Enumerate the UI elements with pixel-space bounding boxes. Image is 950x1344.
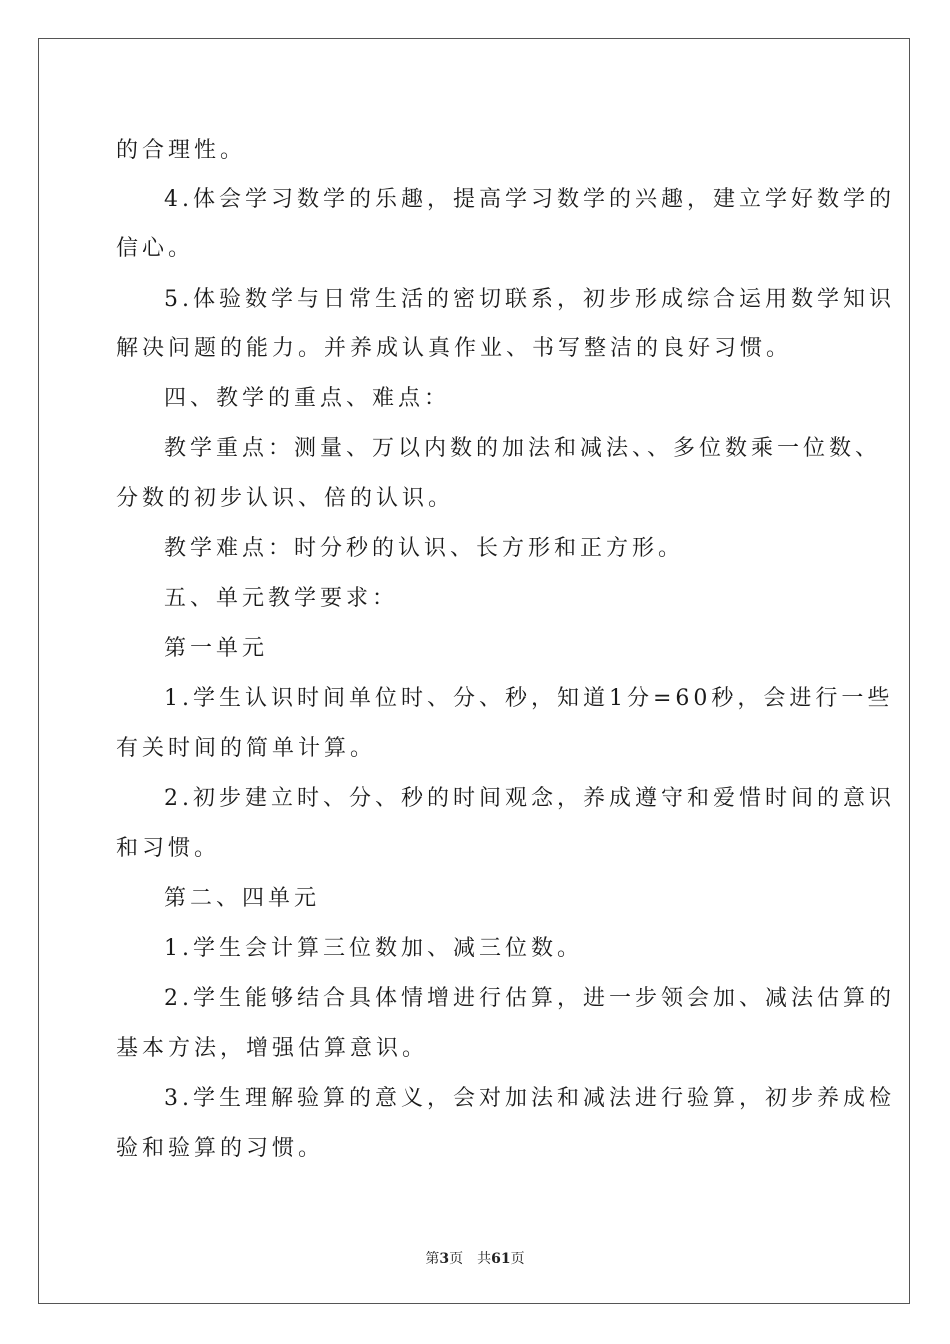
page-number: 3 <box>439 1251 450 1267</box>
page-suffix: 页 <box>449 1251 464 1267</box>
total-suffix: 页 <box>510 1251 525 1267</box>
page-prefix: 第 <box>425 1251 440 1267</box>
unit-heading: 第一单元 <box>164 636 269 661</box>
section-heading: 四、教学的重点、难点： <box>164 386 451 411</box>
text-line: 5.体验数学与日常生活的密切联系，初步形成综合运用数学知识 <box>164 287 895 312</box>
text-line: 信心。 <box>116 236 195 261</box>
text-line: 有关时间的简单计算。 <box>116 736 377 761</box>
page-footer <box>0 1248 950 1268</box>
section-heading: 五、单元教学要求： <box>164 586 399 611</box>
text-line: 2.学生能够结合具体情增进行估算，进一步领会加、减法估算的 <box>164 986 895 1011</box>
text-line: 教学重点：测量、万以内数的加法和减法、、多位数乘一位数、 <box>164 436 882 461</box>
text-line: 和习惯。 <box>116 836 221 861</box>
text-line: 的合理性。 <box>116 138 247 163</box>
page-border <box>38 38 910 1304</box>
total-pages: 61 <box>491 1251 511 1267</box>
text-line: 基本方法，增强估算意识。 <box>116 1036 429 1061</box>
text-line: 分数的初步认识、倍的认识。 <box>116 486 455 511</box>
text-line: 1.学生认识时间单位时、分、秒，知道1分=60秒，会进行一些 <box>164 686 894 711</box>
text-line: 3.学生理解验算的意义，会对加法和减法进行验算，初步养成检 <box>164 1086 895 1111</box>
text-line: 1.学生会计算三位数加、减三位数。 <box>164 936 583 961</box>
text-line: 教学难点：时分秒的认识、长方形和正方形。 <box>164 536 685 561</box>
total-prefix: 共 <box>477 1251 492 1267</box>
text-line: 验和验算的习惯。 <box>116 1136 325 1161</box>
text-line: 4.体会学习数学的乐趣，提高学习数学的兴趣，建立学好数学的 <box>164 187 895 212</box>
unit-heading: 第二、四单元 <box>164 886 321 911</box>
text-line: 2.初步建立时、分、秒的时间观念，养成遵守和爱惜时间的意识 <box>164 786 895 811</box>
text-line: 解决问题的能力。并养成认真作业、书写整洁的良好习惯。 <box>116 336 793 361</box>
